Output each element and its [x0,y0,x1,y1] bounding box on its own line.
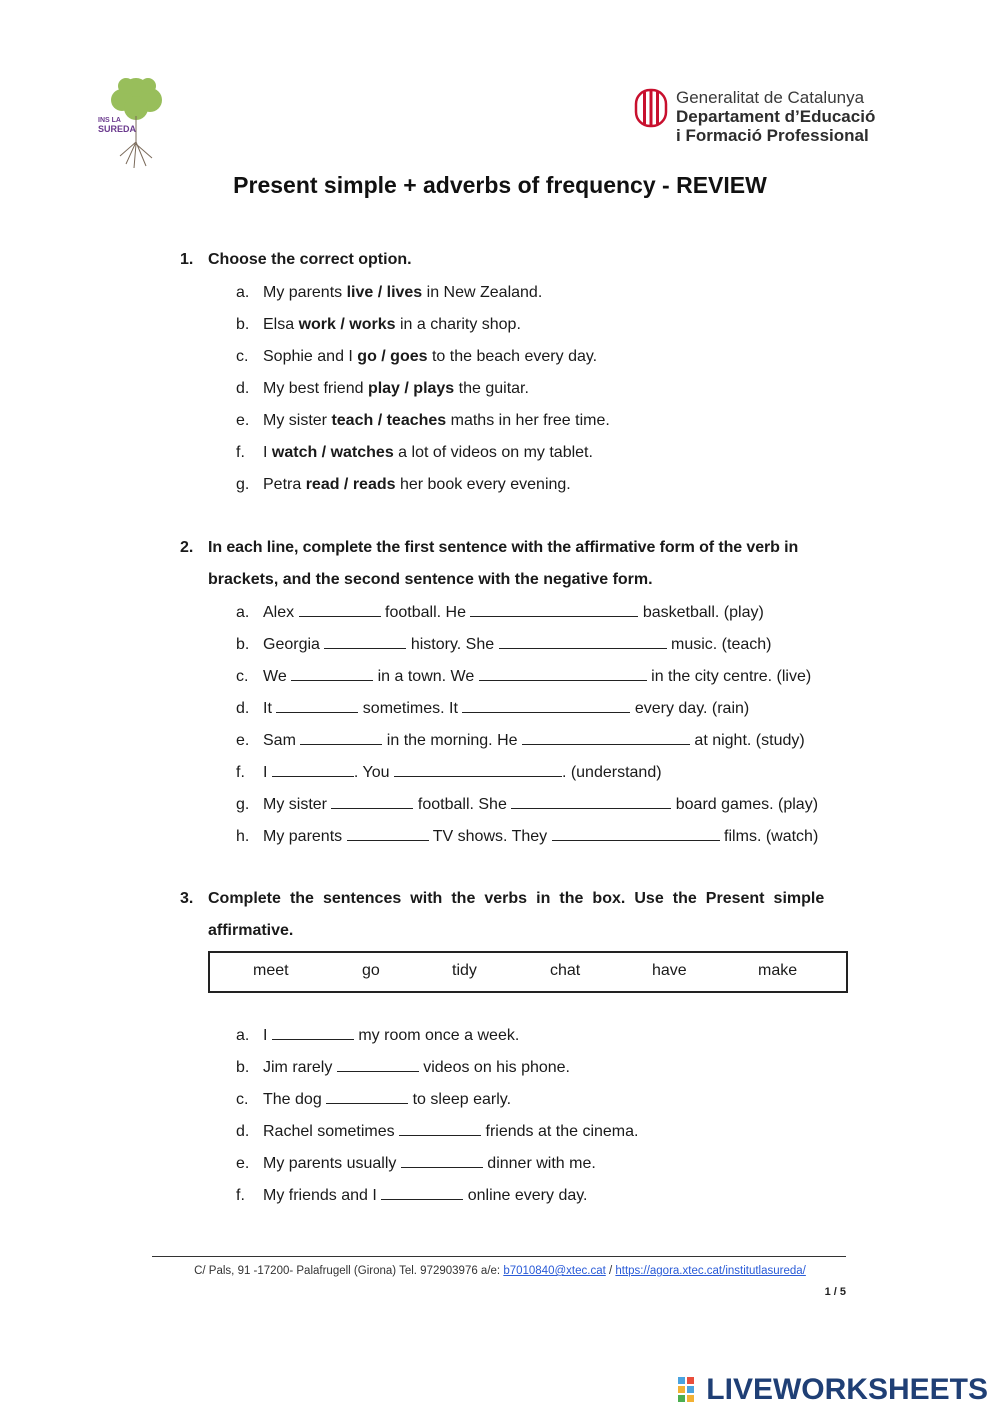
item-letter: d. [236,380,250,397]
answer-blank[interactable] [470,602,638,617]
answer-blank[interactable] [324,634,406,649]
answer-blank[interactable] [331,794,413,809]
item-text: Sophie and I [263,348,358,365]
footer-divider [152,1256,846,1257]
item-letter: b. [236,636,250,653]
exercise-item [236,1057,570,1078]
item-text: My parents usually [263,1155,401,1172]
school-logo [96,72,174,170]
item-text: My friends and I [263,1187,382,1204]
question-number: 1. [180,251,194,268]
word-box [208,951,848,993]
question-instruction: Choose the correct option. [208,251,412,268]
item-text: her book every evening. [395,476,571,493]
footer-email-link[interactable]: b7010840@xtec.cat [503,1265,606,1277]
item-text: . You [353,764,394,781]
exercise-item [236,698,749,719]
question-instruction-line2: brackets, and the second sentence with the negative form. [208,571,653,588]
item-text: My parents [263,284,347,301]
item-choice[interactable]: play / plays [367,380,455,397]
item-text: The dog [263,1091,327,1108]
exercise-item [236,1185,588,1206]
item-text: My best friend [263,380,368,397]
answer-blank[interactable] [337,1057,419,1072]
item-text: We [263,668,292,685]
gov-line3: i Formació Professional [676,126,869,145]
answer-blank[interactable] [347,826,429,841]
answer-blank[interactable] [479,666,647,681]
item-text: My sister [263,412,332,429]
exercise-item [236,347,597,367]
answer-blank[interactable] [272,1025,354,1040]
answer-blank[interactable] [381,1185,463,1200]
item-letter: e. [236,1155,250,1172]
footer-url-link[interactable]: https://agora.xtec.cat/institutlasureda/ [615,1265,806,1277]
item-letter: f. [236,1187,245,1204]
word-box-word: make [758,962,798,979]
exercise-item [236,315,521,335]
page-title: Present simple + adverbs of frequency - REVIEW [233,172,767,198]
item-choice[interactable]: read / reads [305,476,396,493]
item-text: My sister [263,796,332,813]
item-letter: a. [236,1027,250,1044]
question-instruction-line1: Complete the sentences with the verbs in the box. Use the Present simple [208,890,825,907]
question-number: 3. [180,890,194,907]
item-letter: d. [236,1123,250,1140]
item-text: Rachel sometimes [263,1123,400,1140]
gov-line1: Generalitat de Catalunya [676,88,865,107]
item-text: music. (teach) [666,636,772,653]
item-text: I [263,444,272,461]
item-letter: c. [236,348,249,365]
exercise-item [236,794,818,815]
item-choice[interactable]: teach / teaches [331,412,447,429]
answer-blank[interactable] [291,666,373,681]
item-text: board games. (play) [671,796,819,813]
exercise-item [236,411,610,431]
exercise-item [236,379,529,399]
school-logo-line1: INS LA [98,117,121,124]
answer-blank[interactable] [511,794,671,809]
item-letter: f. [236,444,245,461]
item-text: TV shows. They [428,828,552,845]
item-letter: a. [236,604,250,621]
item-text: My parents [263,828,347,845]
item-text: Petra [263,476,306,493]
item-text: I [263,1027,272,1044]
item-letter: g. [236,476,250,493]
item-text: maths in her free time. [446,412,610,429]
item-letter: c. [236,1091,249,1108]
item-letter: d. [236,700,250,717]
item-text: basketball. (play) [638,604,764,621]
item-choice[interactable]: watch / watches [271,444,394,461]
item-letter: a. [236,284,250,301]
exercise-item [236,1089,511,1110]
item-text: my room once a week. [353,1027,520,1044]
item-text: Georgia [263,636,325,653]
item-text: in a town. We [373,668,479,685]
answer-blank[interactable] [499,634,667,649]
item-text: Sam [263,732,301,749]
item-letter: b. [236,1059,250,1076]
item-text: history. She [406,636,499,653]
item-text: online every day. [463,1187,588,1204]
exercise-item [236,443,593,463]
question-instruction-line2: affirmative. [208,922,294,939]
item-text: at night. (study) [689,732,805,749]
exercise-item [236,1025,519,1046]
exercise-item [236,1121,638,1142]
word-box-word: go [362,962,380,979]
exercise-item [236,666,811,687]
item-text: football. He [380,604,471,621]
footer-separator: / [605,1265,616,1277]
answer-blank[interactable] [394,762,562,777]
item-letter: e. [236,412,250,429]
item-letter: e. [236,732,250,749]
exercise-item [236,283,542,303]
school-logo-line2: SUREDA [98,124,137,134]
catalonia-flag-icon [634,88,668,128]
word-box-word: have [652,962,687,979]
exercise-item [236,762,662,783]
word-box-word: meet [253,962,289,979]
item-text: football. She [413,796,512,813]
item-text: Alex [263,604,299,621]
answer-blank[interactable] [462,698,630,713]
item-letter: b. [236,316,250,333]
item-letter: f. [236,764,245,781]
exercise-item [236,730,805,751]
answer-blank[interactable] [522,730,690,745]
item-text: in a charity shop. [395,316,521,333]
answer-blank[interactable] [272,762,354,777]
item-text: . (understand) [561,764,662,781]
exercise-item [236,634,771,655]
item-text: films. (watch) [719,828,819,845]
footer-address: C/ Pals, 91 -17200- Palafrugell (Girona) Tel. 972903976 a/e: [194,1265,504,1277]
answer-blank[interactable] [399,1121,481,1136]
footer-contact [0,1265,1000,1277]
item-letter: c. [236,668,249,685]
exercise-item [236,602,764,623]
item-text: to sleep early. [408,1091,512,1108]
item-choice[interactable]: work / works [298,316,396,333]
word-box-word: chat [550,962,581,979]
item-letter: g. [236,796,250,813]
government-logo [634,88,914,150]
question-2-heading [180,532,846,596]
item-text: in the morning. He [382,732,522,749]
item-text: dinner with me. [482,1155,596,1172]
gov-line2: Departament d’Educació [676,107,876,126]
tree-icon [96,72,174,170]
question-3-heading [180,883,846,947]
item-text: videos on his phone. [418,1059,570,1076]
item-text: a lot of videos on my tablet. [393,444,593,461]
page-number: 1 / 5 [824,1286,846,1298]
item-text: It [263,700,277,717]
item-letter: h. [236,828,250,845]
brand-name: LIVEWORKSHEETS [706,1373,988,1406]
exercise-item [236,826,818,847]
answer-blank[interactable] [300,730,382,745]
answer-blank[interactable] [552,826,720,841]
exercise-item [236,1153,596,1174]
item-text: to the beach every day. [427,348,598,365]
exercise-item [236,475,571,495]
government-name [676,88,875,145]
answer-blank[interactable] [299,602,381,617]
liveworksheets-logo [678,1372,988,1408]
liveworksheets-icon [678,1377,704,1403]
item-choice[interactable]: live / lives [346,284,423,301]
word-box-word: tidy [452,962,477,979]
question-instruction-line1: In each line, complete the first sentence with the affirmative form of the verb in [208,539,799,556]
item-text: in the city centre. (live) [646,668,812,685]
question-number: 2. [180,539,194,556]
item-text: Jim rarely [263,1059,337,1076]
item-text: every day. (rain) [630,700,750,717]
item-text: the guitar. [454,380,529,397]
item-text: sometimes. It [358,700,463,717]
item-text: friends at the cinema. [481,1123,639,1140]
item-choice[interactable]: go / goes [357,348,428,365]
answer-blank[interactable] [276,698,358,713]
item-text: in New Zealand. [422,284,543,301]
question-1-heading [180,244,846,276]
item-text: Elsa [263,316,299,333]
item-text: I [263,764,272,781]
answer-blank[interactable] [401,1153,483,1168]
answer-blank[interactable] [326,1089,408,1104]
